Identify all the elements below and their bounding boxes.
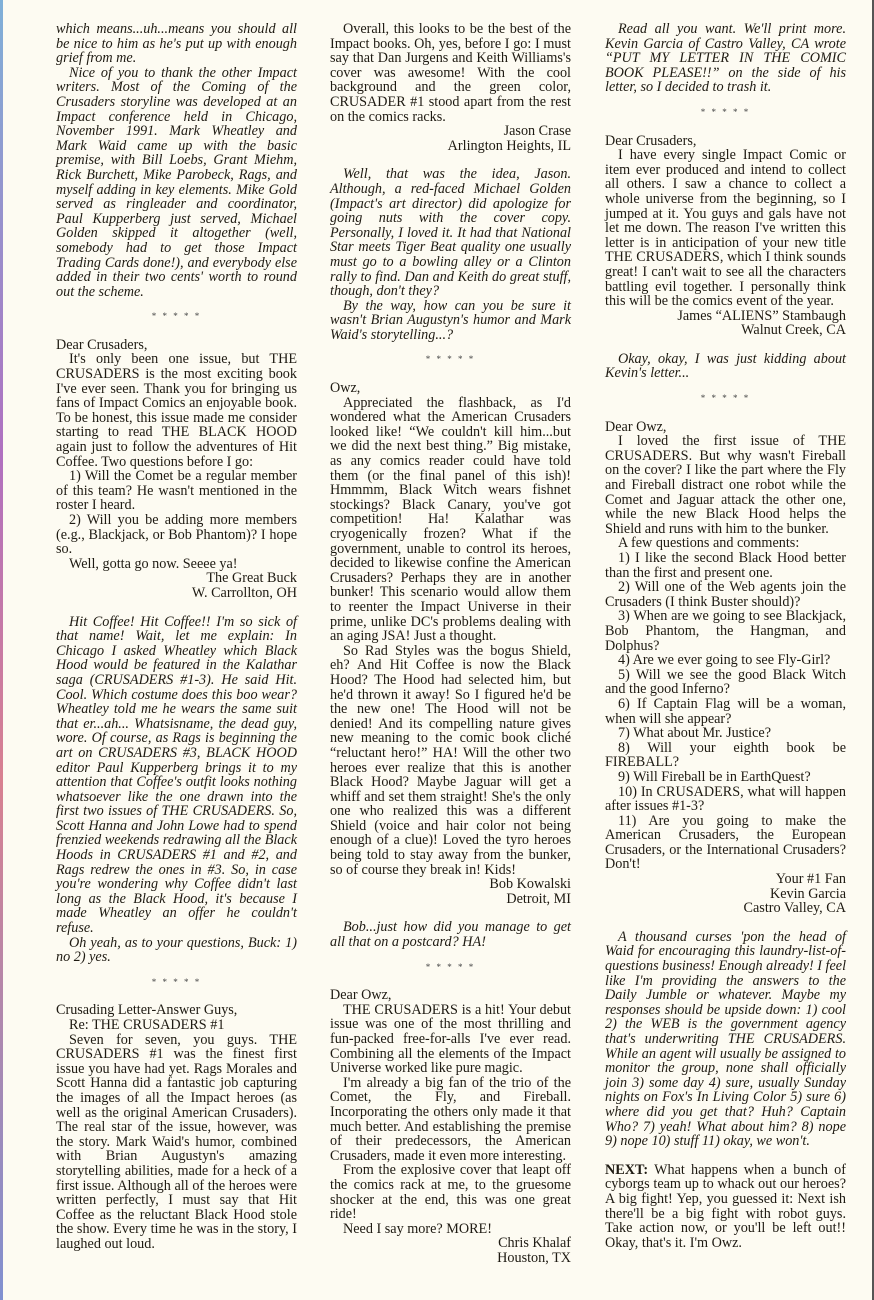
letter-paragraph: Well, gotta go now. Seeee ya! — [69, 555, 238, 572]
letter-signature-name: Chris Khalaf — [498, 1235, 571, 1252]
reply-paragraph: Well, that was the idea, Jason. Although, a red-faced Michael Golden (Impact's art director) did apologize for going nuts with the cover copy. Personally, I loved it. It had that National Star meets Tiger Beat quality one usually must go to a bowling alley or a Clinton rally to find. Dan and Keith do great stuff, though, don't they? — [330, 166, 571, 300]
letter-question: 6) If Captain Flag will be a woman, when will she appear? — [605, 695, 846, 727]
reader-letter — [330, 381, 571, 906]
reply-paragraph: A thousand curses 'pon the head of Waid for encouraging this laundry-list-of-questions business! Enough already! I feel like I'm providing the answers to the Daily Jumble or whatever. Maybe my responses should be upside down: 1) cool 2) the WEB is the government agency that's underwriting THE CRUSADERS. While an agent will usually be assigned to monitor the group, none shall officially join 3) some day 4) sure, usually Sunday nights on Fox's In Living Color 5) sure 6) where did you get that? Huh? Captain Who? 7) yeah! What about him? 8) nope 9) nope 10) stuff 11) okay, we won't. — [605, 928, 847, 1150]
letter-paragraph: Need I say more? MORE! — [343, 1220, 492, 1237]
separator: * * * * * — [700, 393, 751, 404]
letter-signature-name: Bob Kowalski — [489, 876, 571, 893]
separator: * * * * * — [700, 106, 751, 117]
letter-paragraph: It's only been one issue, but THE CRUSADERS is the most exciting book I've ever seen. Thank you for bringing us fans of Impact Comics an enjoyable book. To be honest, this issue made me consider starting to read THE BLACK HOOD again just to follow the adventures of Hit Coffee. Two questions before I go: — [56, 351, 297, 470]
letter-signature-location: Houston, TX — [497, 1249, 571, 1266]
editor-reply — [330, 167, 571, 342]
column-3 — [605, 22, 846, 1250]
letter-salutation: Dear Crusaders, — [605, 132, 697, 149]
letter-paragraph: 2) Will you be adding more members (e.g., Blackjack, or Bob Phantom)? I hope so. — [56, 512, 297, 558]
letter-paragraph: THE CRUSADERS is a hit! Your debut issue was one of the most thrilling and fun-packed free-for-alls I've ever read. Combining all the elements of the Impact Universe worked like pure magic. — [330, 1001, 571, 1077]
reply-paragraph: Read all you want. We'll print more. Kevin Garcia of Castro Valley, CA wrote “PUT MY LETTER IN THE COMIC BOOK PLEASE!!” on the side of his letter, so I decided to trash it. — [605, 21, 846, 96]
reader-letter — [605, 420, 846, 916]
letter-salutation: Dear Owz, — [330, 987, 392, 1004]
reply-paragraph: Bob...just how did you manage to get all that on a postcard? HA! — [330, 919, 571, 951]
letter-question: 10) In CRUSADERS, what will happen after issues #1-3? — [605, 783, 846, 815]
letter-paragraph: Overall, this looks to be the best of the Impact books. Oh, yes, before I go: I must say that Dan Jurgens and Keith Williams's cover was awesome! With the cool background and the green color, CRUSADER #1 stood apart from the rest on the comics racks. — [330, 21, 571, 125]
editor-reply — [605, 930, 846, 1149]
editor-reply — [605, 352, 846, 381]
reader-letter — [56, 338, 297, 601]
letter-question: 7) What about Mr. Justice? — [618, 725, 772, 742]
column-1 — [56, 22, 297, 1252]
separator: * * * * * — [151, 311, 202, 322]
editor-reply — [56, 22, 297, 299]
letter-signature-location: Walnut Creek, CA — [741, 322, 846, 339]
letter-salutation: Dear Crusaders, — [56, 336, 148, 353]
next-label: NEXT: — [605, 1161, 649, 1178]
reader-letter — [605, 134, 846, 338]
letter-signature-location: Arlington Heights, IL — [447, 137, 571, 154]
reply-paragraph: Nice of you to thank the other Impact writers. Most of the Coming of the Crusaders storyline was developed at an Impact conference held in Chicago, November 1991. Mark Wheatley and Mark Waid came up with the basic premise, with Bill Loebs, Grant Miehm, Rick Burchett, Mike Parobeck, Rags, and myself adding in key elements. Mike Gold served as ringleader and coordinator, Paul Kupperberg just served, Michael Golden skipped it altogether (well, somebody had to get those Impact Trading Cards done!), and everybody else added in their two cents' worth to round out the scheme. — [56, 64, 297, 300]
next-text: What happens when a bunch of cyborgs team up to whack out our heroes? A big fight! Yep, you guessed it: Next ish there'll be a big fight with robot guys. Take action now, or you'll be left out!! Okay, that's it. I'm Owz. — [605, 1161, 846, 1251]
letter-paragraph: 1) Will the Comet be a regular member of this team? He wasn't mentioned in the roster I heard. — [56, 468, 297, 514]
letter-signature-location: Castro Valley, CA — [743, 900, 846, 917]
letter-paragraph: A few questions and comments: — [618, 535, 800, 552]
letter-paragraph: From the explosive cover that leapt off the comics rack at me, to the gruesome shocker at the end, this was one great ride! — [330, 1162, 571, 1223]
letter-salutation: Crusading Letter-Answer Guys, — [56, 1002, 238, 1019]
letter-signature-name: Kevin Garcia — [769, 885, 846, 902]
reader-letter-continued — [330, 22, 571, 153]
letter-question: 11) Are you going to make the American Crusaders, the European Crusaders, or the International Crusaders? Don't! — [605, 812, 846, 873]
reader-letter — [330, 988, 571, 1265]
letter-question: 3) When are we going to see Blackjack, Bob Phantom, the Hangman, and Dolphus? — [605, 608, 846, 654]
letter-paragraph: I have every single Impact Comic or item ever produced and intend to collect all others. I saw a chance to collect a whole universe from the beginning, so I jumped at it. You guys and gals have not let me down. The reason I've written this letter is in anticipation of your new title THE CRUSADERS, which I think sounds great! I can't wait to see all the characters battling evil together. I personally think this will be the comics event of the year. — [605, 147, 846, 310]
reply-paragraph: Oh yeah, as to your questions, Buck: 1) no 2) yes. — [56, 934, 297, 966]
letter-signature-name: The Great Buck — [206, 570, 297, 587]
reply-paragraph: By the way, how can you be sure it wasn't Brian Augustyn's humor and Mark Waid's storytelling...? — [330, 297, 571, 343]
letter-signature-location: W. Carrollton, OH — [191, 584, 297, 601]
letter-paragraph: Seven for seven, you guys. THE CRUSADERS #1 was the finest first issue you have had yet. Rags Morales and Scott Hanna did a fantastic job capturing the images of all the Impact heroes (as well as the original American Crusaders). The real star of the issue, however, was the story. Mark Waid's humor, combined with Brian Augustyn's amazing storytelling abilities, made for a heck of a first issue. Although all of the heroes were written perfectly, I must say that Hit Coffee as the reluctant Black Hood stole the show. Every time he was in the story, I laughed out loud. — [56, 1031, 297, 1252]
letter-subject: Re: THE CRUSADERS #1 — [69, 1017, 225, 1033]
letter-signature-name: James “ALIENS” Stambaugh — [677, 307, 846, 324]
letter-question: 5) Will we see the good Black Witch and the good Inferno? — [605, 666, 846, 698]
next-issue-blurb — [605, 1163, 846, 1251]
letter-question: 4) Are we ever going to see Fly-Girl? — [618, 652, 831, 669]
letter-question: 8) Will your eighth book be FIREBALL? — [605, 739, 846, 771]
editor-reply — [56, 615, 297, 965]
letter-paragraph: Appreciated the flashback, as I'd wondered what the American Crusaders looked like! “We couldn't kill him...but we did the next best thing.” Big mistake, as any comics reader could have told them (or the final panel of this ish)! Hmmmm, Black Witch wears fishnet stockings? Black Canary, you've got competition! Ha! Kalathar was cryogenically frozen? What if the government, unable to control its heroes, decided to likewise confine the American Crusaders? Perhaps they are in another bunker! This scenario would allow them to reenter the Impact Universe in their prime, unlike DC's problems dealing with an aging JSA! Just a thought. — [330, 394, 571, 645]
letter-salutation: Owz, — [330, 380, 361, 397]
reply-paragraph: Okay, okay, I was just kidding about Kevin's letter... — [605, 350, 846, 382]
separator: * * * * * — [425, 354, 476, 365]
letter-paragraph: I loved the first issue of THE CRUSADERS. But why wasn't Fireball on the cover? I like the part where the Fly and Fireball distract one robot while the Comet and Jaguar attack the other one, while the new Black Hood helps the Shield and runs with him to the bunker. — [605, 433, 846, 537]
letter-question: 1) I like the second Black Hood better than the first and present one. — [605, 550, 846, 581]
letter-signature-name: Jason Crase — [503, 123, 571, 140]
column-2 — [330, 22, 571, 1266]
letter-paragraph: So Rad Styles was the bogus Shield, eh? And Hit Coffee is now the Black Hood? The Hood had selected him, but he'd thrown it away! So I figured he'd be the new one! The Hood will not be denied! And its compelling nature gives new meaning to the comic book cliché “reluctant hero!” HA! Will the other two heroes ever realize that this is another Black Hood? Maybe Jaguar will get a whiff and set them straight! She's the only one who realized this was a different Shield (voice and hair color not being enough of a clue)! Loved the tyro heroes being told to stay away from the bunker, so of course they break in! Kids! — [330, 642, 571, 878]
editor-reply — [330, 920, 571, 949]
reply-paragraph: which means...uh...means you should all be nice to him as he's put up with enough grief from me. — [56, 21, 297, 67]
editor-reply — [605, 22, 846, 95]
separator: * * * * * — [425, 961, 476, 972]
letter-signature-location: Detroit, MI — [506, 890, 571, 907]
letter-question: 2) Will one of the Web agents join the Crusaders (I think Buster should)? — [605, 579, 846, 610]
letter-paragraph: I'm already a big fan of the trio of the Comet, the Fly, and Fireball. Incorporating the others only made it that much better. And establishing the premise of their predecessors, the American Crusaders, made it even more interesting. — [330, 1074, 571, 1164]
letter-signature-line: Your #1 Fan — [775, 871, 846, 888]
letter-salutation: Dear Owz, — [605, 418, 667, 435]
separator: * * * * * — [151, 976, 202, 987]
reader-letter — [56, 1003, 297, 1251]
reply-paragraph: Hit Coffee! Hit Coffee!! I'm so sick of that name! Wait, let me explain: In Chicago I asked Wheatley which Black Hood would be featured in the Kalathar saga (CRUSADERS #1-3). He said Hit. Cool. Which costume does this boo wear? Wheatley told me he wears the same suit that er...ah... Whatsisname, the dead guy, wore. Of course, as Rags is beginning the art on CRUSADERS #3, BLACK HOOD editor Paul Kupperberg brings it to my attention that Coffee's outfit looks nothing whatsoever like the one drawn into the first two issues of THE CRUSADERS. So, Scott Hanna and John Lowe had to spend frenzied weekends redrawing all the Black Hoods in CRUSADERS #1 and #2, and Rags redrew the ones in #3. So, in case you're wondering why Coffee didn't last long as the Black Hood, it's because I made Wheatley an offer he couldn't refuse. — [56, 613, 297, 937]
letter-question: 9) Will Fireball be in EarthQuest? — [618, 768, 811, 785]
